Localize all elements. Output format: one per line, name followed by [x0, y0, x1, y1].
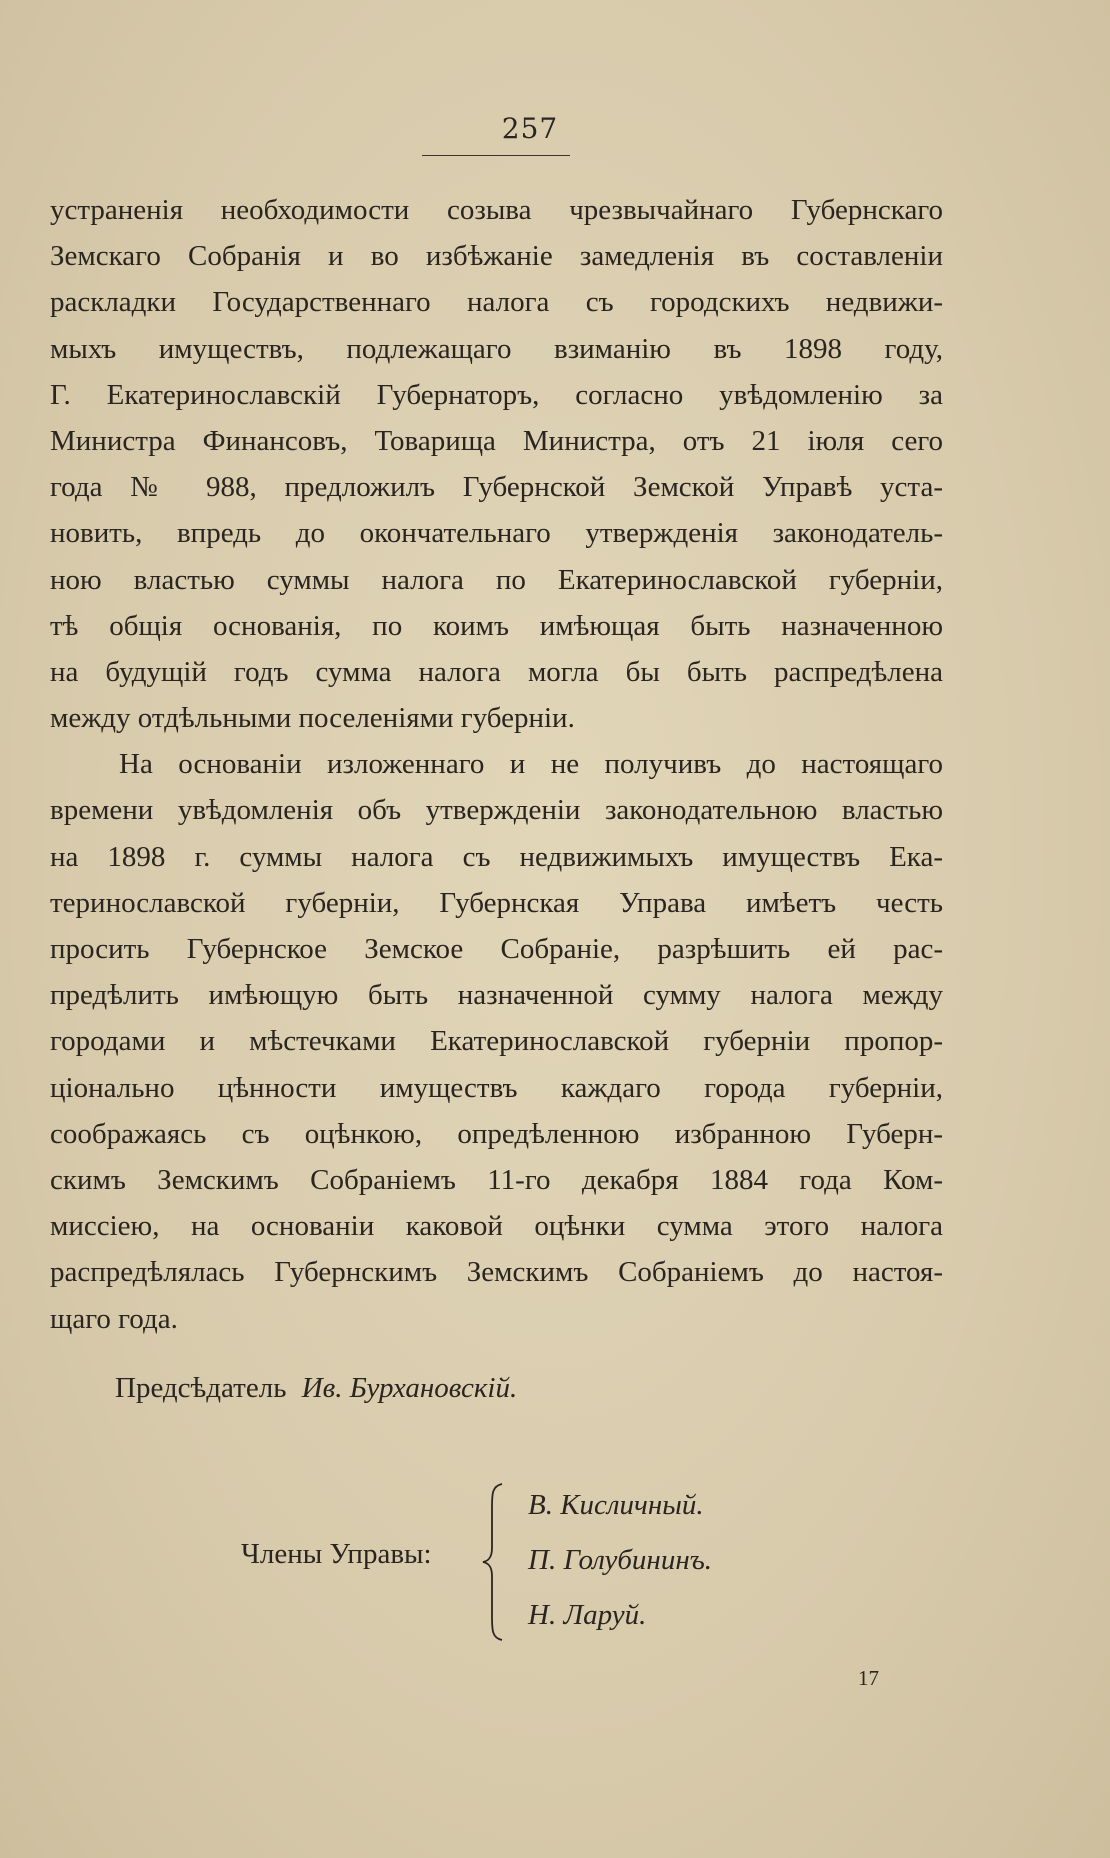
text-line: устраненія необходимости созыва чрезвычайнаго Губернскаго [50, 194, 943, 226]
text-line: соображаясь съ оцѣнкою, опредѣленною избранною Губерн- [50, 1117, 943, 1150]
board-member-name: П. Голубининъ. [528, 1544, 713, 1576]
text-line: мыхъ имуществъ, подлежащаго взиманію въ 1898 году, [50, 332, 943, 365]
paragraph-end-line: щаго года. [50, 1302, 178, 1335]
text-line: ною властью суммы налога по Екатеринославской губерніи, [50, 563, 943, 596]
page-number: 257 [501, 112, 559, 145]
page-number-rule [422, 155, 570, 156]
chairman-title: Предсѣдатель [115, 1372, 287, 1404]
text-line: времени увѣдомленія объ утвержденіи законодательною властью [50, 794, 943, 827]
text-line: предѣлить имѣющую быть назначенной сумму налога между [50, 979, 943, 1012]
text-line: просить Губернское Земское Собраніе, разрѣшить ей рас- [50, 933, 943, 965]
sheet-signature-mark: 17 [858, 1666, 879, 1690]
text-line: Земскаго Собранія и во избѣжаніе замедленія въ составленіи [50, 240, 943, 273]
text-line: раскладки Государственнаго налога съ городскихъ недвижи- [50, 286, 943, 319]
text-line: теринославской губерніи, Губернская Управа имѣетъ честь [50, 886, 943, 919]
text-line: на 1898 г. суммы налога съ недвижимыхъ имуществъ Ека- [50, 840, 943, 873]
chairman-name: Ив. Бурхановскій. [301, 1372, 518, 1404]
paragraph-end-line: между отдѣльными поселеніями губерніи. [50, 702, 575, 735]
board-members-list [528, 1478, 712, 1643]
text-line: Министра Финансовъ, Товарища Министра, отъ 21 іюля сего [50, 424, 943, 457]
paragraph-start-line: На основаніи изложеннаго и не получивъ до настоящаго [119, 748, 943, 781]
board-member-name: В. Кисличный. [528, 1489, 704, 1521]
curly-brace-icon [480, 1482, 508, 1642]
chairman-signature [115, 1372, 517, 1405]
text-line: миссіею, на основаніи каковой оцѣнки сумма этого налога [50, 1210, 943, 1243]
text-line: скимъ Земскимъ Собраніемъ 11-го декабря 1884 года Ком- [50, 1163, 943, 1196]
text-line: тѣ общія основанія, по коимъ имѣющая быть назначенною [50, 609, 943, 642]
text-line: новить, впредь до окончательнаго утвержденія законодатель- [50, 517, 943, 550]
text-line: ціонально цѣнности имуществъ каждаго города губерніи, [50, 1071, 943, 1104]
text-line: городами и мѣстечками Екатеринославской губерніи пропор- [50, 1025, 943, 1058]
board-member-name: Н. Ларуй. [528, 1599, 647, 1631]
body-text [50, 187, 943, 1342]
text-line: распредѣлялась Губернскимъ Земскимъ Собраніемъ до настоя- [50, 1256, 943, 1289]
text-line: на будущій годъ сумма налога могла бы быть распредѣлена [50, 655, 943, 688]
text-line: года № 988, предложилъ Губернской Земской Управѣ уста- [50, 471, 943, 504]
text-line: Г. Екатеринославскій Губернаторъ, согласно увѣдомленію за [50, 378, 943, 411]
board-members-label: Члены Управы: [241, 1538, 432, 1570]
